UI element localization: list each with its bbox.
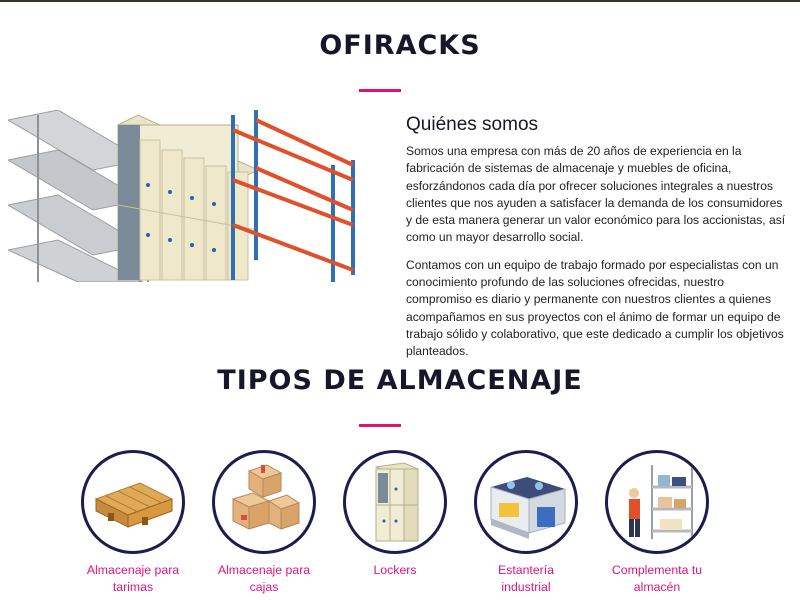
- page-title: OFIRACKS: [319, 30, 481, 61]
- storage-type-complement[interactable]: [604, 450, 710, 596]
- about-heading: Quiénes somos: [406, 114, 539, 135]
- warehouse-circle[interactable]: [474, 450, 578, 554]
- storage-divider: [359, 424, 401, 427]
- boxes-icon: [215, 453, 313, 551]
- lockers-circle[interactable]: [343, 450, 447, 554]
- storage-type-label[interactable]: Almacenaje para tarimas: [86, 563, 180, 594]
- storage-type-label[interactable]: Complementa tu almacén: [611, 563, 703, 594]
- storage-type-label[interactable]: Almacenaje para cajas: [217, 563, 311, 594]
- storage-types-list: [80, 450, 720, 600]
- title-divider: [359, 89, 401, 92]
- storage-type-industrial[interactable]: [473, 450, 579, 596]
- about-paragraph-2: Contamos con un equipo de trabajo formado por especialistas con un conocimiento profundo de las soluciones ofrecidas, nuestro compromiso es diario y permanente con nuestros clientes a quienes acompañamos en sus proyectos con el ánimo de formar un equipo de trabajo sólido y colaborativo, que este dedicado a cumplir los objetivos planteados.: [406, 257, 784, 359]
- storage-type-label[interactable]: Estantería industrial: [497, 563, 555, 594]
- worker-rack-circle[interactable]: [605, 450, 709, 554]
- pallet-rack-icon: [233, 110, 353, 282]
- hero-illustration: [8, 110, 358, 282]
- storage-types-heading: TIPOS DE ALMACENAJE: [217, 365, 583, 396]
- boxes-circle[interactable]: [212, 450, 316, 554]
- about-section: [406, 114, 786, 371]
- pallet-circle[interactable]: [81, 450, 185, 554]
- storage-type-label[interactable]: Lockers: [373, 563, 417, 577]
- storage-type-boxes[interactable]: [211, 450, 317, 596]
- top-border: [0, 0, 800, 2]
- lockers-group-icon: [118, 115, 258, 280]
- warehouse-icon: [477, 453, 575, 551]
- about-paragraph-1: Somos una empresa con más de 20 años de experiencia en la fabricación de sistemas de almacenaje y muebles de oficina, esforzándonos cada día por ofrecer soluciones integrales a nuestros clientes que nos ayuden a satisfacer la demanda de los consumidores y de esta manera generar un valor económico para los accionistas, así como un mayor desarrollo social.: [406, 144, 786, 245]
- lockers-icon: [346, 453, 444, 551]
- pallet-icon: [84, 453, 182, 551]
- worker-rack-icon: [608, 453, 706, 551]
- storage-type-pallets[interactable]: [80, 450, 186, 596]
- storage-type-lockers[interactable]: [342, 450, 448, 579]
